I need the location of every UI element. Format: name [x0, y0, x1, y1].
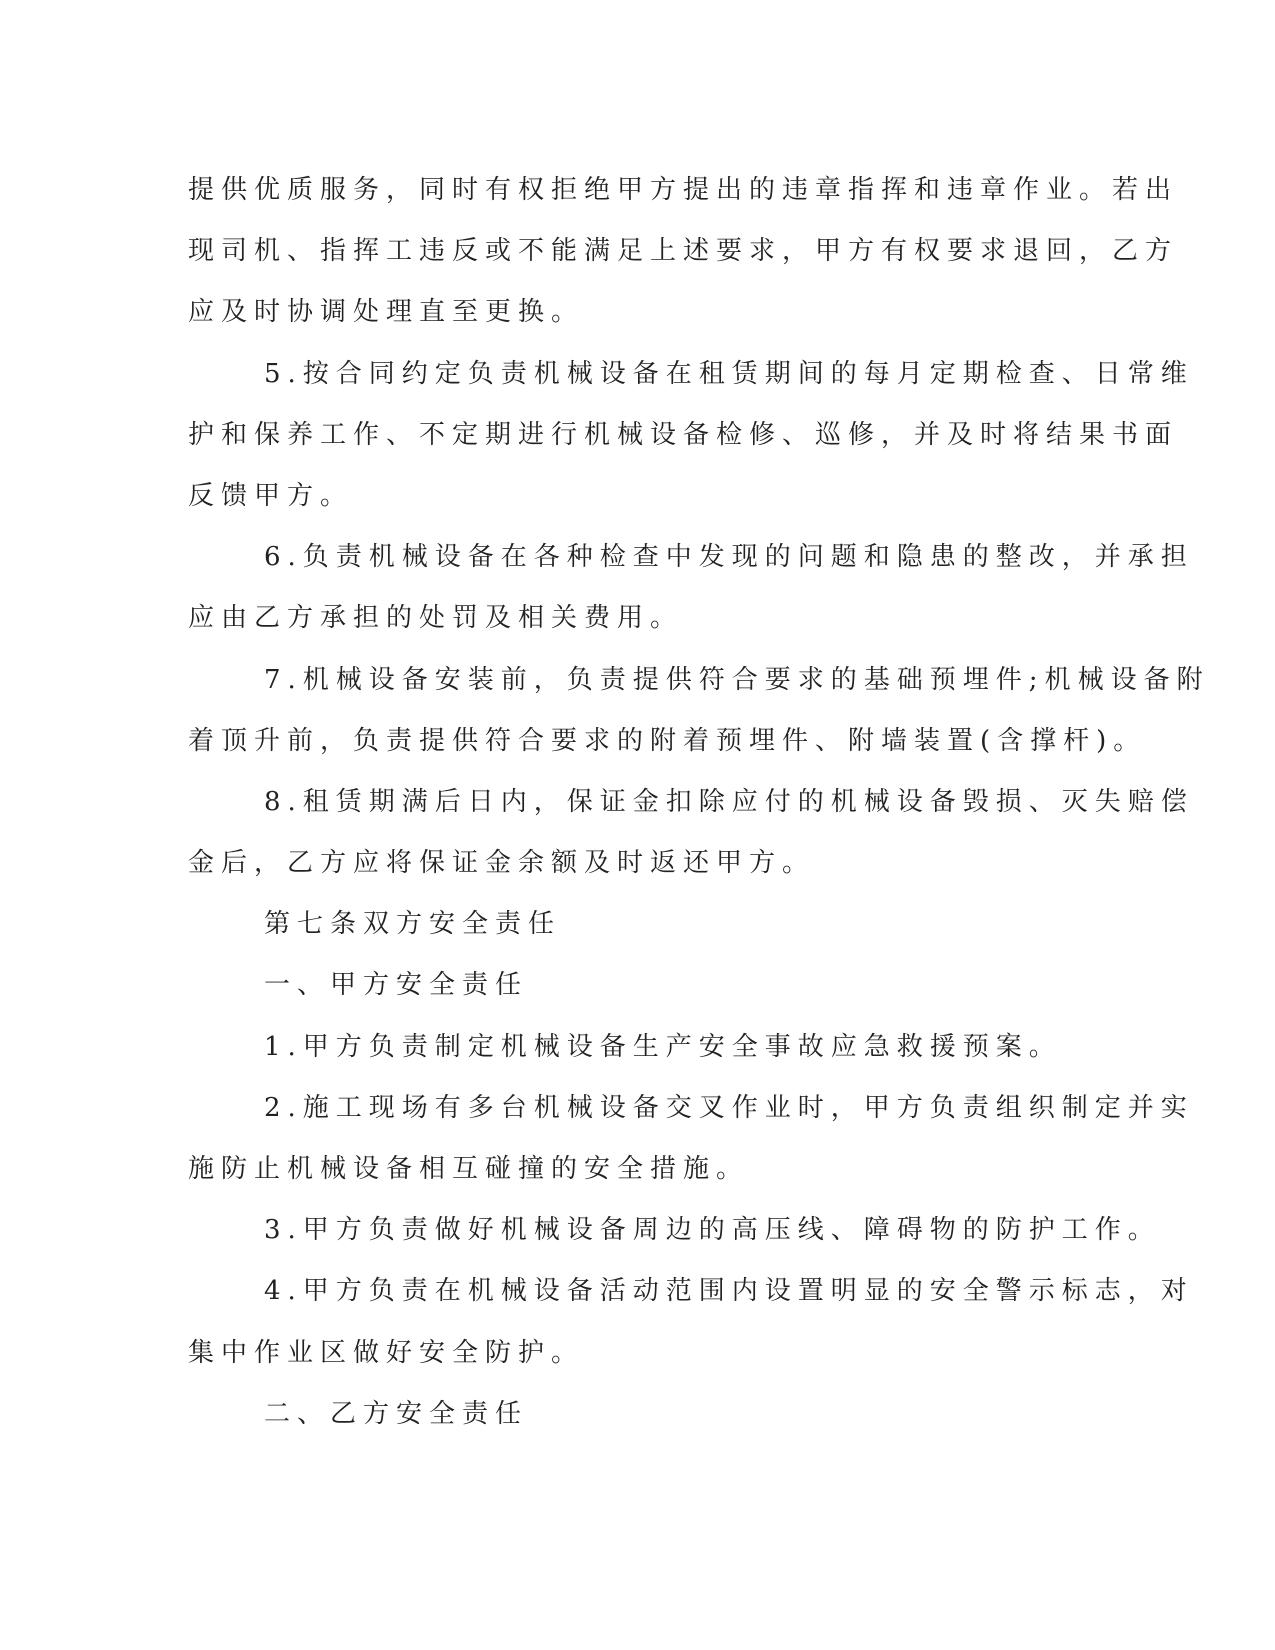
text-line: 护和保养工作、不定期进行机械设备检修、巡修，并及时将结果书面	[188, 419, 1179, 450]
text-line: 3.甲方负责做好机械设备周边的高压线、障碍物的防护工作。	[264, 1215, 1161, 1246]
text-line: 8.租赁期满后日内，保证金扣除应付的机械设备毁损、灭失赔偿	[264, 786, 1194, 817]
text-line: 5.按合同约定负责机械设备在租赁期间的每月定期检查、日常维	[264, 358, 1194, 389]
section-heading: 第七条双方安全责任	[264, 909, 562, 940]
text-line: 现司机、指挥工违反或不能满足上述要求，甲方有权要求退回，乙方	[188, 236, 1179, 267]
text-line: 着顶升前，负责提供符合要求的附着预埋件、附墙装置(含撑杆)。	[188, 725, 1147, 756]
subsection-heading: 二、乙方安全责任	[264, 1398, 529, 1429]
text-line: 集中作业区做好安全防护。	[188, 1337, 585, 1368]
text-line: 反馈甲方。	[188, 480, 354, 511]
text-line: 6.负责机械设备在各种检查中发现的问题和隐患的整改，并承担	[264, 542, 1194, 573]
text-line: 提供优质服务，同时有权拒绝甲方提出的违章指挥和违章作业。若出	[188, 175, 1179, 205]
text-line: 施防止机械设备相互碰撞的安全措施。	[188, 1154, 750, 1184]
text-line: 2.施工现场有多台机械设备交叉作业时，甲方负责组织制定并实	[264, 1092, 1194, 1123]
document-body	[188, 160, 1210, 1445]
text-line: 4.甲方负责在机械设备活动范围内设置明显的安全警示标志，对	[264, 1276, 1194, 1307]
subsection-heading: 一、甲方安全责任	[264, 970, 529, 1001]
text-line: 应及时协调处理直至更换。	[188, 297, 585, 328]
text-line: 1.甲方负责制定机械设备生产安全事故应急救援预案。	[264, 1031, 1062, 1062]
text-line: 7.机械设备安装前，负责提供符合要求的基础预埋件;机械设备附	[264, 664, 1210, 695]
text-line: 应由乙方承担的处罚及相关费用。	[188, 603, 684, 634]
text-line: 金后，乙方应将保证金余额及时返还甲方。	[188, 848, 816, 879]
